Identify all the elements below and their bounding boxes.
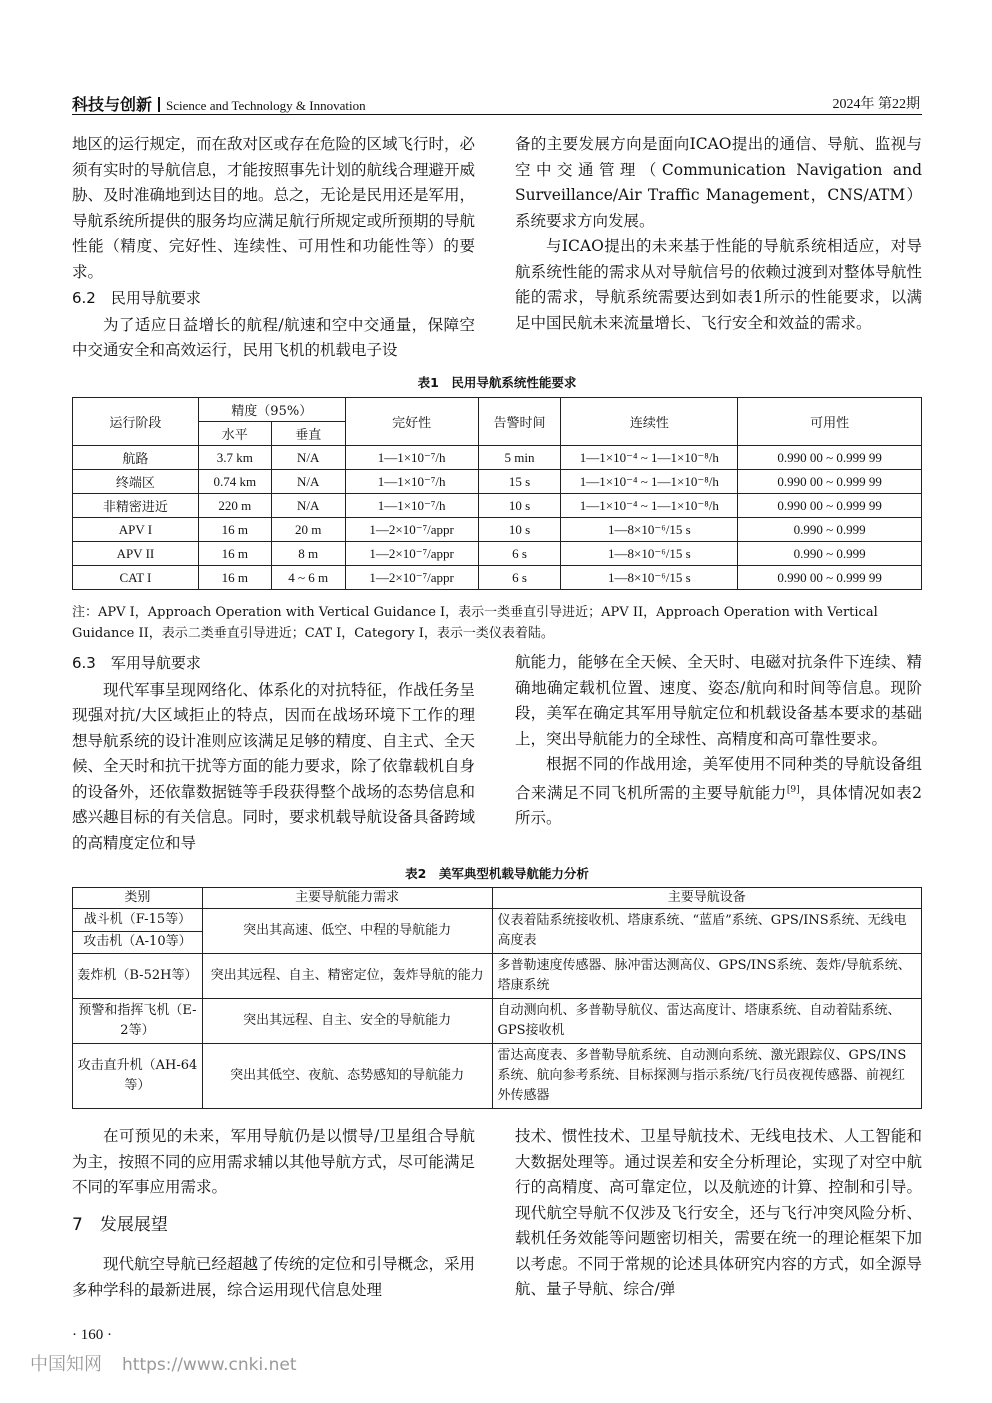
- table2-caption: 表2 美军典型机载导航能力分析: [405, 866, 589, 881]
- header-rule: [72, 114, 922, 115]
- table-cell: 1—8×10⁻⁶/15 s: [561, 518, 738, 542]
- right-column-mid: [515, 650, 922, 832]
- table-cell: 1—2×10⁻⁷/appr: [345, 518, 478, 542]
- paragraph: 备的主要发展方向是面向ICAO提出的通信、导航、监视与空中交通管理（Communication Navigation and Surveillance/Air Traffic Management，CNS/ATM）系统要求方向发展。: [515, 135, 922, 230]
- col-header-continuity: 连续性: [561, 398, 738, 446]
- paragraph: 与ICAO提出的未来基于性能的导航系统相适应，对导航系统性能的需求从对导航信号的依赖过渡到对整体导航性能的需求，导航系统需要达到如表1所示的性能要求，以满足中国民航未来流量增长、飞行安全和效益的需求。: [515, 237, 922, 332]
- table-cell: 10 s: [478, 518, 561, 542]
- section-heading-6-3: 6.3 军用导航要求: [72, 654, 201, 672]
- table-cell: 预警和指挥飞机（E-2等）: [73, 999, 203, 1044]
- table-cell: 1—1×10⁻⁷/h: [345, 494, 478, 518]
- left-column-top: [72, 132, 475, 364]
- table-cell: 16 m: [198, 518, 271, 542]
- paragraph: [515, 752, 922, 832]
- table-cell: 1—2×10⁻⁷/appr: [345, 566, 478, 590]
- table-cell: 8 m: [271, 542, 345, 566]
- table-cell: 1—1×10⁻⁷/h: [345, 470, 478, 494]
- left-column-bottom: [72, 1124, 475, 1303]
- table-cell: 1—1×10⁻⁴ ~ 1—1×10⁻⁸/h: [561, 446, 738, 470]
- table-cell: 突出其远程、自主、精密定位，轰炸导航的能力: [202, 954, 492, 999]
- table-cell: N/A: [271, 446, 345, 470]
- table-cell: 多普勒速度传感器、脉冲雷达测高仪、GPS/INS系统、轰炸/导航系统、塔康系统: [492, 954, 922, 999]
- table2: [72, 887, 922, 1109]
- col-header-need: 主要导航能力需求: [202, 888, 492, 909]
- table-cell: 1—1×10⁻⁷/h: [345, 446, 478, 470]
- table-cell: APV I: [73, 518, 199, 542]
- journal-header: [72, 92, 366, 115]
- table-cell: 1—2×10⁻⁷/appr: [345, 542, 478, 566]
- table-row: [73, 518, 922, 542]
- page-number: · 160 ·: [72, 1327, 112, 1343]
- table-cell: 5 min: [478, 446, 561, 470]
- col-header-alert: 告警时间: [478, 398, 561, 446]
- paragraph-text: ，具体情况如表2所示。: [515, 783, 922, 828]
- table-cell: 0.990 00 ~ 0.999 99: [738, 446, 922, 470]
- table-cell: 15 s: [478, 470, 561, 494]
- col-header-stage: 运行阶段: [73, 398, 199, 446]
- table-cell: 16 m: [198, 542, 271, 566]
- section-heading-7: 7 发展展望: [72, 1214, 168, 1235]
- table-cell: 220 m: [198, 494, 271, 518]
- table-cell: 航路: [73, 446, 199, 470]
- col-header-type: 类别: [73, 888, 203, 909]
- col-header-accuracy: 精度（95%）: [198, 398, 345, 422]
- table-cell: 20 m: [271, 518, 345, 542]
- table-row: [73, 909, 922, 932]
- table-cell: 1—1×10⁻⁴ ~ 1—1×10⁻⁸/h: [561, 470, 738, 494]
- table-cell: CAT I: [73, 566, 199, 590]
- col-header-integrity: 完好性: [345, 398, 478, 446]
- table-row: [73, 999, 922, 1044]
- table-cell: 1—8×10⁻⁶/15 s: [561, 542, 738, 566]
- issue-label: 2024年 第22期: [832, 97, 920, 112]
- table-row: [73, 1044, 922, 1109]
- table-cell: 4 ~ 6 m: [271, 566, 345, 590]
- table-cell: 0.74 km: [198, 470, 271, 494]
- table-cell: 6 s: [478, 566, 561, 590]
- watermark-url: https://www.cnki.net: [122, 1355, 297, 1375]
- table-cell: 仪表着陆系统接收机、塔康系统、“蓝盾”系统、GPS/INS系统、无线电高度表: [492, 909, 922, 954]
- table-cell: 1—1×10⁻⁴ ~ 1—1×10⁻⁸/h: [561, 494, 738, 518]
- table-cell: 雷达高度表、多普勒导航系统、自动测向系统、激光跟踪仪、GPS/INS系统、航向参考系统、目标探测与指示系统/飞行员夜视传感器、前视红外传感器: [492, 1044, 922, 1109]
- table-cell: 攻击直升机（AH-64等）: [73, 1044, 203, 1109]
- journal-name: 科技与创新: [72, 95, 153, 114]
- table-row: [73, 494, 922, 518]
- table-cell: 0.990 ~ 0.999: [738, 542, 922, 566]
- left-column-mid: [72, 650, 475, 856]
- right-column-top: [515, 132, 922, 336]
- table-cell: 0.990 ~ 0.999: [738, 518, 922, 542]
- table-row: [73, 954, 922, 999]
- table-cell: 16 m: [198, 566, 271, 590]
- paragraph: 技术、惯性技术、卫星导航技术、无线电技术、人工智能和大数据处理等。通过误差和安全分析理论，实现了对空中航行的高精度、高可靠定位，以及航迹的计算、控制和引导。现代航空导航不仅涉及飞行安全，还与飞行冲突风险分析、载机任务效能等问题密切相关，需要在统一的理论框架下加以考虑。不同于常规的论述具体研究内容的方式，如全源导航、量子导航、综合/弹: [515, 1127, 922, 1298]
- table-cell: N/A: [271, 470, 345, 494]
- table-row: [73, 446, 922, 470]
- table-cell: 突出其高速、低空、中程的导航能力: [202, 909, 492, 954]
- paragraph: 在可预见的未来，军用导航仍是以惯导/卫星组合导航为主，按照不同的应用需求辅以其他导航方式，尽可能满足不同的军事应用需求。: [72, 1127, 476, 1196]
- paragraph: 现代军事呈现网络化、体系化的对抗特征，作战任务呈现强对抗/大区域拒止的特点，因而在战场环境下工作的理想导航系统的设计准则应该满足足够的精度、自主式、全天候、全天时和抗干扰等方面的能力要求，除了依靠载机自身的设备外，还依靠数据链等手段获得整个战场的态势信息和感兴趣目标的有关信息。同时，要求机载导航设备具备跨域的高精度定位和导: [72, 680, 476, 852]
- col-header-horizontal: 水平: [198, 422, 271, 446]
- citation-ref: [9]: [786, 784, 800, 795]
- table-row: [73, 470, 922, 494]
- table-cell: 0.990 00 ~ 0.999 99: [738, 494, 922, 518]
- paragraph: 现代航空导航已经超越了传统的定位和引导概念，采用多种学科的最新进展，综合运用现代信息处理: [72, 1255, 476, 1299]
- table1-caption: 表1 民用导航系统性能要求: [417, 375, 577, 390]
- journal-name-en: Science and Technology & Innovation: [166, 98, 366, 113]
- table-cell: 6 s: [478, 542, 561, 566]
- paragraph-text: 根据不同的作战用途，美军使用不同种类的导航设备组合来满足不同飞机所需的主要导航能力: [515, 755, 922, 802]
- header-divider: [158, 97, 160, 112]
- table-row: [73, 542, 922, 566]
- table-cell: 突出其低空、夜航、态势感知的导航能力: [202, 1044, 492, 1109]
- table-cell: 3.7 km: [198, 446, 271, 470]
- paragraph: 为了适应日益增长的航程/航速和空中交通量，保障空中交通安全和高效运行，民用飞机的机载电子设: [72, 315, 475, 359]
- table-cell: 攻击机（A-10等）: [73, 931, 203, 954]
- table-cell: 自动测向机、多普勒导航仪、雷达高度计、塔康系统、自动着陆系统、GPS接收机: [492, 999, 922, 1044]
- right-column-bottom: [515, 1124, 922, 1303]
- section-heading-6-2: 6.2 民用导航要求: [72, 289, 201, 307]
- col-header-availability: 可用性: [738, 398, 922, 446]
- col-header-vertical: 垂直: [271, 422, 345, 446]
- table-cell: N/A: [271, 494, 345, 518]
- table-cell: 0.990 00 ~ 0.999 99: [738, 566, 922, 590]
- table-cell: 终端区: [73, 470, 199, 494]
- table-cell: 非精密进近: [73, 494, 199, 518]
- table-row: [73, 566, 922, 590]
- table-cell: 战斗机（F-15等）: [73, 909, 203, 932]
- table1-note: 注：APV I，Approach Operation with Vertical Guidance I，表示一类垂直引导进近；APV II，Approach Operation with Vertical Guidance II，表示二类垂直引导进近；CAT I，Category I，表示一类仪表着陆。: [72, 605, 878, 641]
- col-header-equip: 主要导航设备: [492, 888, 922, 909]
- table-cell: 突出其远程、自主、安全的导航能力: [202, 999, 492, 1044]
- cnki-watermark: [30, 1350, 296, 1376]
- table-cell: 10 s: [478, 494, 561, 518]
- table-cell: 0.990 00 ~ 0.999 99: [738, 470, 922, 494]
- table-cell: 轰炸机（B-52H等）: [73, 954, 203, 999]
- table-cell: 1—8×10⁻⁶/15 s: [561, 566, 738, 590]
- table-cell: APV II: [73, 542, 199, 566]
- table1: [72, 397, 922, 590]
- paragraph: 地区的运行规定，而在敌对区或存在危险的区域飞行时，必须有实时的导航信息，才能按照事先计划的航线合理避开威胁、及时准确地到达目的地。总之，无论是民用还是军用，导航系统所提供的服务均应满足航行所规定或所预期的导航性能（精度、完好性、连续性、可用性和功能性等）的要求。: [72, 135, 476, 281]
- paragraph: 航能力，能够在全天候、全天时、电磁对抗条件下连续、精确地确定载机位置、速度、姿态/航向和时间等信息。现阶段，美军在确定其军用导航定位和机载设备基本要求的基础上，突出导航能力的全球性、高精度和高可靠性要求。: [515, 653, 922, 748]
- watermark-brand: 中国知网: [30, 1354, 102, 1375]
